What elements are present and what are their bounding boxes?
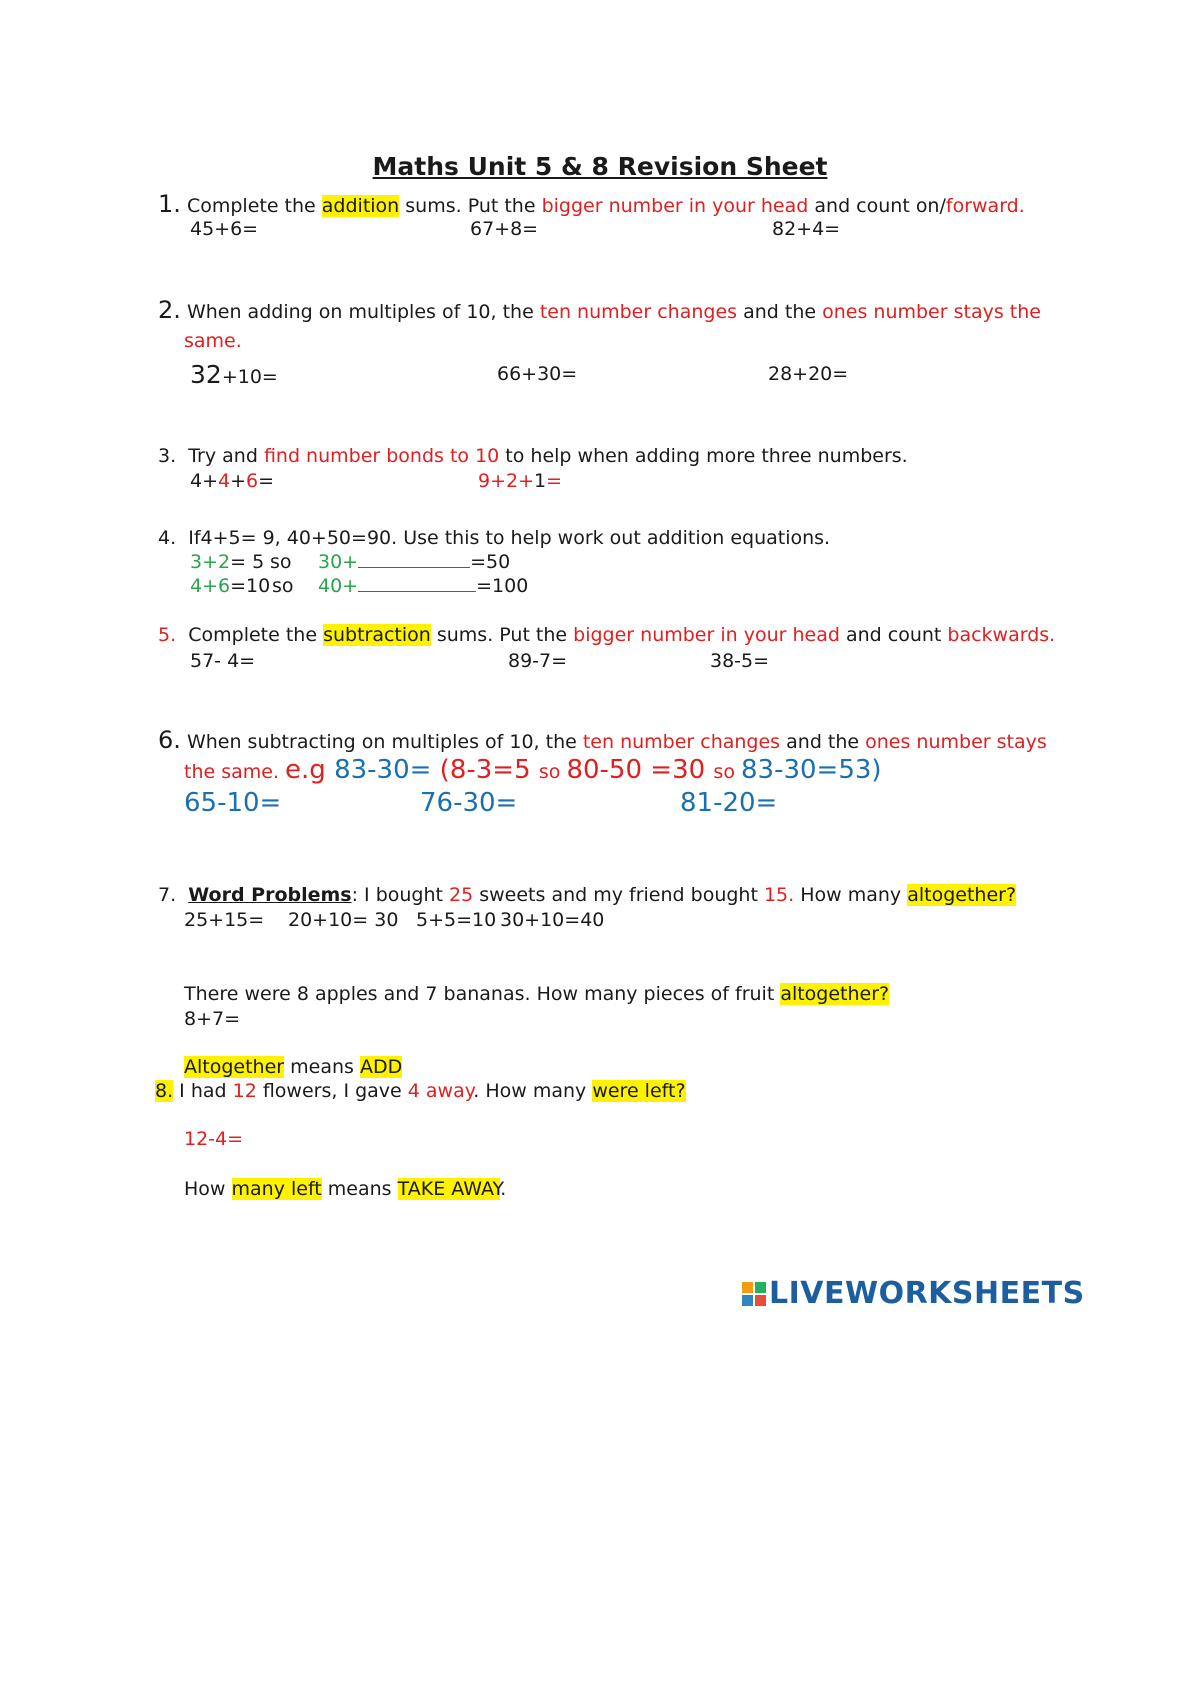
sum-part: =100 [476,575,529,597]
red-text: forward. [945,195,1025,217]
example-part: 83-30=53) [741,755,882,785]
question-6 [158,726,1047,754]
working: 25+15= [184,909,265,931]
sum: 89-7= [508,650,568,672]
red-text: 25 [449,884,474,906]
red-text: bigger number in your head [541,195,809,217]
example-part: 80-50 =30 [566,755,714,785]
sum-part: 6 [246,470,259,492]
sum-part: = [258,470,275,492]
liveworksheets-logo [742,1276,1085,1311]
red-text: 4 away [407,1080,474,1102]
sum: 82+4= [772,218,841,240]
highlight-text: ADD [359,1056,403,1078]
sum-part: 1 [534,470,547,492]
sum [190,470,274,492]
question-4 [158,527,830,549]
sum: 67+8= [470,218,539,240]
question-number: 2. [158,296,181,324]
question-number: 8. [155,1080,174,1102]
example-part: 83-30= [334,755,432,785]
text: means [321,1178,398,1200]
logo-text: LIVEWORKSHEETS [769,1276,1085,1311]
highlight-text: were left? [592,1080,686,1102]
text: How many [794,884,908,906]
question-number: 7. [158,884,177,906]
altogether-note [184,1056,402,1078]
sum: 28+20= [768,363,849,385]
text: : I bought [351,884,450,906]
sum-row [190,575,270,597]
sum: 65-10= [184,788,282,818]
sum-row [318,551,510,573]
highlight-text: altogether? [780,983,890,1005]
sum-part: = [546,470,563,492]
sum: 45+6= [190,218,259,240]
sum [190,360,278,389]
word-problem-2 [184,983,889,1005]
red-text: 12 [232,1080,257,1102]
sum-part: +10= [221,366,278,388]
sum: 8+7= [184,1008,241,1030]
sum-part: 3+2 [190,551,231,573]
text: Complete the [186,195,322,217]
answer-blank[interactable] [358,591,476,592]
sum: 66+30= [497,363,578,385]
red-text: bigger number in your head [573,624,840,646]
example-part: so [538,761,567,783]
highlight-text: TAKE AWAY [397,1178,501,1200]
text: . [500,1178,507,1200]
red-text: same. [184,330,242,352]
working: 5+5=10 [416,909,497,931]
text: sums. Put the [430,624,574,646]
question-number: 5. [158,624,177,646]
highlight-text: Altogether [184,1056,285,1078]
question-3 [158,445,908,467]
question-7 [158,884,1016,906]
red-text: the same. [184,761,286,783]
sum-part: 4 [218,470,231,492]
text: means [284,1056,360,1078]
sum-part: 32 [190,360,222,389]
working: 20+10= 30 [288,909,399,931]
text: flowers, I gave [256,1080,408,1102]
text: When subtracting on multiples of 10, the [186,731,583,753]
text: sums. Put the [399,195,542,217]
sum-part: 40+ [318,575,359,597]
highlight-text: many left [231,1178,322,1200]
example-line [184,755,882,785]
sum: 12-4= [184,1128,244,1150]
text: . How many [473,1080,593,1102]
question-number: 3. [158,445,177,467]
sum: 57- 4= [190,650,256,672]
word-problems-label: Word Problems [188,884,352,906]
red-text: ones number stays [865,731,1047,753]
sum: 81-20= [680,788,778,818]
so-word: so [270,551,292,573]
text: and the [780,731,866,753]
text: How [184,1178,232,1200]
sum-part: =50 [470,551,511,573]
sum-part: 30+ [318,551,359,573]
so-word: so [272,575,294,597]
logo-blocks-icon [742,1282,766,1306]
red-text: ones number stays the [822,301,1041,323]
question-number: 4. [158,527,177,549]
red-text: ten number changes [582,731,781,753]
text: and count [839,624,948,646]
take-away-note [184,1178,506,1200]
sum-part: 4+ [190,470,219,492]
sum-row [190,551,264,573]
text: and count on/ [808,195,946,217]
red-text: 15. [763,884,795,906]
highlight-text: subtraction [323,624,431,646]
sum: 38-5= [710,650,770,672]
sum-part: + [230,470,247,492]
example-label: e.g [285,755,335,785]
example-part: so [713,761,741,783]
answer-blank[interactable] [358,567,470,568]
text: If4+5= 9, 40+50=90. Use this to help work out addition equations. [188,527,831,549]
text: and the [737,301,823,323]
red-text: ten number changes [539,301,738,323]
question-2 [158,296,1041,324]
highlight-text: addition [321,195,400,217]
text: There were 8 apples and 7 bananas. How many pieces of fruit [184,983,781,1005]
question-8 [155,1080,686,1102]
text: Try and [188,445,264,467]
sum-part: 9+2+ [478,470,535,492]
text: Complete the [188,624,324,646]
sum-part: =10 [230,575,271,597]
red-text: find number bonds to 10 [263,445,500,467]
sum-row [318,575,528,597]
question-1 [158,190,1025,218]
sum [478,470,562,492]
example-part: (8-3=5 [431,755,539,785]
sum-part: 4+6 [190,575,231,597]
sum: 76-30= [420,788,518,818]
sum-part: = 5 [230,551,265,573]
question-5 [158,624,1055,646]
text: to help when adding more three numbers. [499,445,908,467]
text: sweets and my friend bought [473,884,764,906]
question-number: 1. [158,190,181,218]
red-text: backwards. [947,624,1056,646]
question-number: 6. [158,726,181,754]
page-title: Maths Unit 5 & 8 Revision Sheet [372,152,828,181]
text: I had [173,1080,233,1102]
working: 30+10=40 [500,909,605,931]
text: When adding on multiples of 10, the [186,301,540,323]
highlight-text: altogether? [907,884,1017,906]
